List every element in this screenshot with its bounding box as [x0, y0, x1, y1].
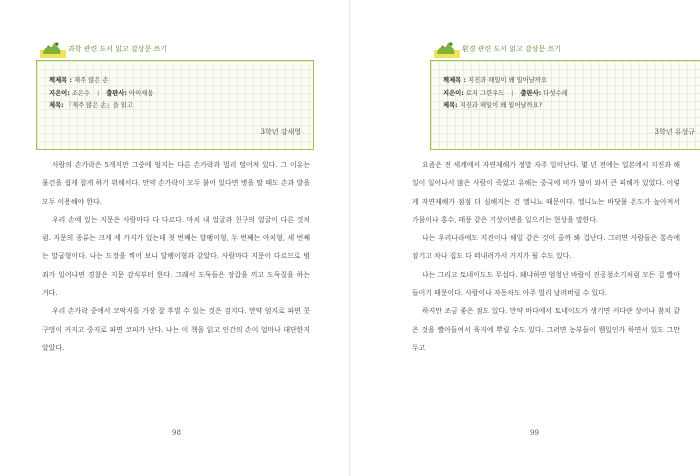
- section-header: [434, 40, 561, 58]
- essay-title-line: 제목: 『재주 많은 손』을 읽고: [49, 102, 133, 109]
- essay-paragraph: 하지만 조금 좋은 점도 있다. 만약 바다에서 토네이도가 생기면 커다란 상어나 참치 같은 것을 빨아들여서 육지에 뿌릴 수도 있다. 그러면 농부들이 웬일인가 하면서 있도 그만두고: [412, 307, 680, 352]
- essay-paragraph: 우리 손가락 중에서 코딱지를 가장 잘 후벌 수 있는 것은 검지다. 만약 엄지로 파면 콧구멍이 커지고 중지로 파면 코피가 난다. 나는 이 책을 읽고 인간의 손이 얼마나 대단한지 알았다.: [42, 307, 310, 352]
- section-header: [40, 40, 167, 58]
- essay-title: 지진과 해일이 왜 일어날까요?: [459, 102, 543, 109]
- essay-body: [412, 156, 680, 357]
- student-name: 3학년 강새영: [260, 128, 301, 136]
- book-publisher: 아이세움: [129, 89, 154, 97]
- book-info-box: [36, 60, 314, 150]
- book-title: 재주 많은 손: [73, 77, 109, 84]
- book-title: 지진과 해일이 왜 일어날까요: [467, 77, 547, 84]
- essay-body: [42, 156, 310, 357]
- book-publisher: 다섯수레: [543, 89, 568, 97]
- separator: |: [511, 89, 514, 97]
- separator: |: [97, 89, 100, 97]
- essay-title: 『재주 많은 손』을 읽고: [65, 102, 133, 109]
- section-header-text: 과학 관련 도서 읽고 감상문 쓰기: [68, 45, 168, 53]
- section-header-text: 환경 관련 도서 읽고 감상문 쓰기: [462, 45, 562, 53]
- essay-paragraph: 우리 손에 있는 지문은 사람마다 다 다르다. 마치 내 얼굴과 친구의 얼굴이 다른 것처럼. 지문의 종류는 크게 세 가지가 있는데 첫 번째는 달팽이형, 두 번째는 아치형, 세 번째는 말굽형이다. 나는 도장을 찍어 보니 달팽이형과 같았다. 사람마다 지문이 다르므로 범죄가 일어나면 경찰은 지문 감식부터 한다. 그래서 도둑들은 장갑을 끼고 도둑질을 하는 거다.: [42, 215, 310, 298]
- essay-title-line: 제목: 지진과 해일이 왜 일어날까요?: [443, 102, 543, 109]
- essay-paragraph: 나는 우리나라에도 지진이나 해일 같은 것이 올까 봐 겁난다. 그러면 사람들은 통속에 잠기고 차나 집도 다 떠내려가서 거지가 될 수도 있다.: [412, 234, 680, 261]
- dinosaur-icon: [434, 40, 460, 58]
- page-number: 99: [530, 429, 539, 437]
- book-author: 로지 그린우드: [465, 89, 505, 97]
- book-title-line: 책제목 : 지진과 해일이 왜 일어날까요: [443, 77, 547, 84]
- book-author: 조은수: [71, 89, 91, 97]
- essay-paragraph: 나는 그리고 토네이도도 무섭다. 왜냐하면 엄청난 바람이 진공청소기처럼 모든 걸 빨아들이기 때문이다. 사람이나 자동차도 아주 멀리 날려버릴 수 있다.: [412, 270, 680, 298]
- author-publisher-line: 지은이: 조은수 | 출판사: 아이세움: [49, 89, 154, 97]
- essay-paragraph: 요즘은 전 세계에서 자연재해가 정말 자주 일어난다. 몇 년 전에는 일본에서 지진과 해일이 일어나서 많은 사람이 죽었고 유해는 중국에 비가 많이 와서 큰 피해가 있었다. 이렇게 자연재해가 점점 더 심해지는 건 엘니뇨 때문이다. 엘니뇨는 바닷물 온도가 높아져서 가뭄이나 홍수, 태풍 같은 기상이변을 일으키는 현상을 말한다.: [412, 161, 680, 224]
- author-publisher-line: 지은이: 로지 그린우드 | 출판사: 다섯수레: [443, 89, 568, 97]
- right-page: [350, 0, 700, 476]
- book-title-line: 책제목 : 재주 많은 손: [49, 77, 109, 84]
- student-name: 3학년 유성규: [654, 128, 695, 136]
- dinosaur-icon: [40, 40, 66, 58]
- book-info-box: [430, 60, 700, 150]
- page-number: 98: [172, 429, 181, 437]
- essay-paragraph: 사람의 손가락은 5개지만 그중에 엄지는 다른 손가락과 멀리 떨어져 있다. 그 이유는 물건을 쉽게 잡게 하기 위해서다. 만약 손가락이 모두 붙어 있다면 병을 딸 때도 손과 발을 모두 이용해야 한다.: [42, 161, 310, 206]
